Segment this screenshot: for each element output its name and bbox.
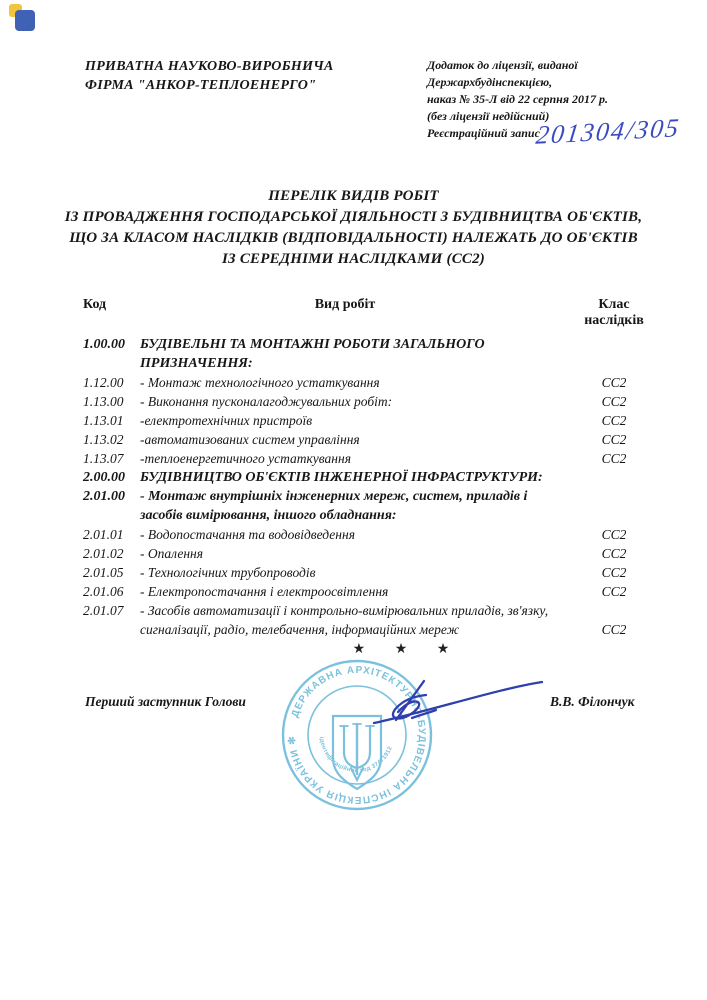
row-class: СС2	[601, 375, 627, 390]
row-description: БУДІВЕЛЬНІ ТА МОНТАЖНІ РОБОТИ ЗАГАЛЬНОГО ПРИЗНАЧЕННЯ:	[140, 337, 485, 371]
table-row	[83, 335, 660, 373]
row-code: 2.01.02	[83, 546, 124, 561]
row-class: СС2	[601, 451, 627, 466]
table-row	[83, 544, 660, 563]
row-description: - Виконання пусконалагоджувальних робіт:	[140, 394, 393, 409]
row-code: 2.00.00	[83, 470, 125, 485]
document-title	[0, 186, 707, 270]
stamp-outer-text: ДЕРЖАВНА АРХІТЕКТУРНО-БУДІВЕЛЬНА ІНСПЕКЦІЯ УКРАЇНИ ✻	[286, 664, 428, 806]
works-table-header	[83, 297, 660, 329]
column-header-code: Код	[83, 297, 107, 312]
firm-name	[85, 57, 395, 95]
row-class: СС2	[601, 413, 627, 428]
row-class: СС2	[601, 584, 627, 599]
row-class: СС2	[601, 622, 627, 637]
row-code: 1.13.07	[83, 451, 124, 466]
handwritten-signature	[372, 676, 547, 731]
table-row	[83, 487, 660, 525]
works-table	[83, 297, 660, 639]
row-description: - Технологічних трубопроводів	[140, 565, 316, 580]
table-row	[83, 449, 660, 468]
row-code: 2.01.07	[83, 603, 124, 618]
firm-name-line2: ФІРМА "АНКОР-ТЕПЛОЕНЕРГО"	[85, 78, 317, 93]
row-description: - Засобів автоматизації і контрольно-вимірювальних приладів, зв'язку, сигналізації, радіо, телебачення, інформаційних мереж	[140, 603, 549, 637]
row-description: БУДІВНИЦТВО ОБ'ЄКТІВ ІНЖЕНЕРНОЇ ІНФРАСТРУКТУРИ:	[140, 470, 543, 485]
signer-name: В.В. Філончук	[550, 694, 635, 709]
document-title-line1: ПЕРЕЛІК ВИДІВ РОБІТ	[268, 188, 439, 204]
table-row	[83, 563, 660, 582]
license-note-line: (без ліцензії недійсний)	[427, 109, 550, 123]
row-description: -електротехнічних пристроїв	[140, 413, 313, 428]
license-note-line: наказ № 35-Л від 22 серпня 2017 р.	[427, 92, 608, 106]
row-description: - Монтаж внутрішніх інженерних мереж, систем, приладів і засобів вимірювання, іншого обладнання:	[140, 489, 528, 523]
row-code: 2.01.01	[83, 527, 124, 542]
row-code: 1.12.00	[83, 375, 124, 390]
stamp-inner-text: ідентифікаційний код 37471912	[318, 736, 394, 775]
flag-blue-square	[15, 10, 35, 31]
row-description: - Водопостачання та водовідведення	[140, 527, 355, 542]
document-title-line4: ІЗ СЕРЕДНІМИ НАСЛІДКАМИ (СС2)	[222, 251, 485, 267]
firm-name-line1: ПРИВАТНА НАУКОВО-ВИРОБНИЧА	[85, 59, 334, 74]
column-header-class: Клас наслідків	[584, 297, 644, 328]
license-note-line: Реєстраційний запис	[427, 126, 540, 140]
signer-title: Перший заступник Голови	[85, 694, 246, 709]
row-description: -автоматизованих систем управління	[140, 432, 360, 447]
row-class: СС2	[601, 527, 627, 542]
row-code: 2.01.00	[83, 489, 125, 504]
row-description: - Електропостачання і електроосвітлення	[140, 584, 389, 599]
row-code: 1.13.02	[83, 432, 124, 447]
license-note-line: Додаток до ліцензії, виданої	[427, 58, 578, 72]
row-class: СС2	[601, 546, 627, 561]
table-row	[83, 601, 660, 639]
ukraine-flag-icon	[9, 4, 36, 31]
row-code: 1.13.00	[83, 394, 124, 409]
table-row	[83, 468, 660, 487]
table-row	[83, 430, 660, 449]
row-class: СС2	[601, 432, 627, 447]
row-class: СС2	[601, 565, 627, 580]
table-row	[83, 373, 660, 392]
table-row	[83, 582, 660, 601]
table-row	[83, 525, 660, 544]
row-code: 1.00.00	[83, 337, 125, 352]
registration-number-handwritten: 201304/305	[534, 113, 683, 150]
table-row	[83, 411, 660, 430]
row-class: СС2	[601, 394, 627, 409]
document-title-line3: ЩО ЗА КЛАСОМ НАСЛІДКІВ (ВІДПОВІДАЛЬНОСТІ) НАЛЕЖАТЬ ДО ОБ'ЄКТІВ	[69, 230, 638, 246]
table-row	[83, 392, 660, 411]
license-note-line: Держархбудінспекцією,	[427, 75, 553, 89]
row-description: - Монтаж технологічного устаткування	[140, 375, 380, 390]
row-code: 2.01.05	[83, 565, 124, 580]
stars-separator: ★ ★ ★	[352, 642, 463, 657]
row-description: - Опалення	[140, 546, 204, 561]
row-code: 1.13.01	[83, 413, 124, 428]
document-title-line2: ІЗ ПРОВАДЖЕННЯ ГОСПОДАРСЬКОЇ ДІЯЛЬНОСТІ З БУДІВНИЦТВА ОБ'ЄКТІВ,	[64, 209, 643, 225]
row-code: 2.01.06	[83, 584, 124, 599]
column-header-works: Вид робіт	[314, 297, 376, 312]
row-description: -теплоенергетичного устаткування	[140, 451, 351, 466]
